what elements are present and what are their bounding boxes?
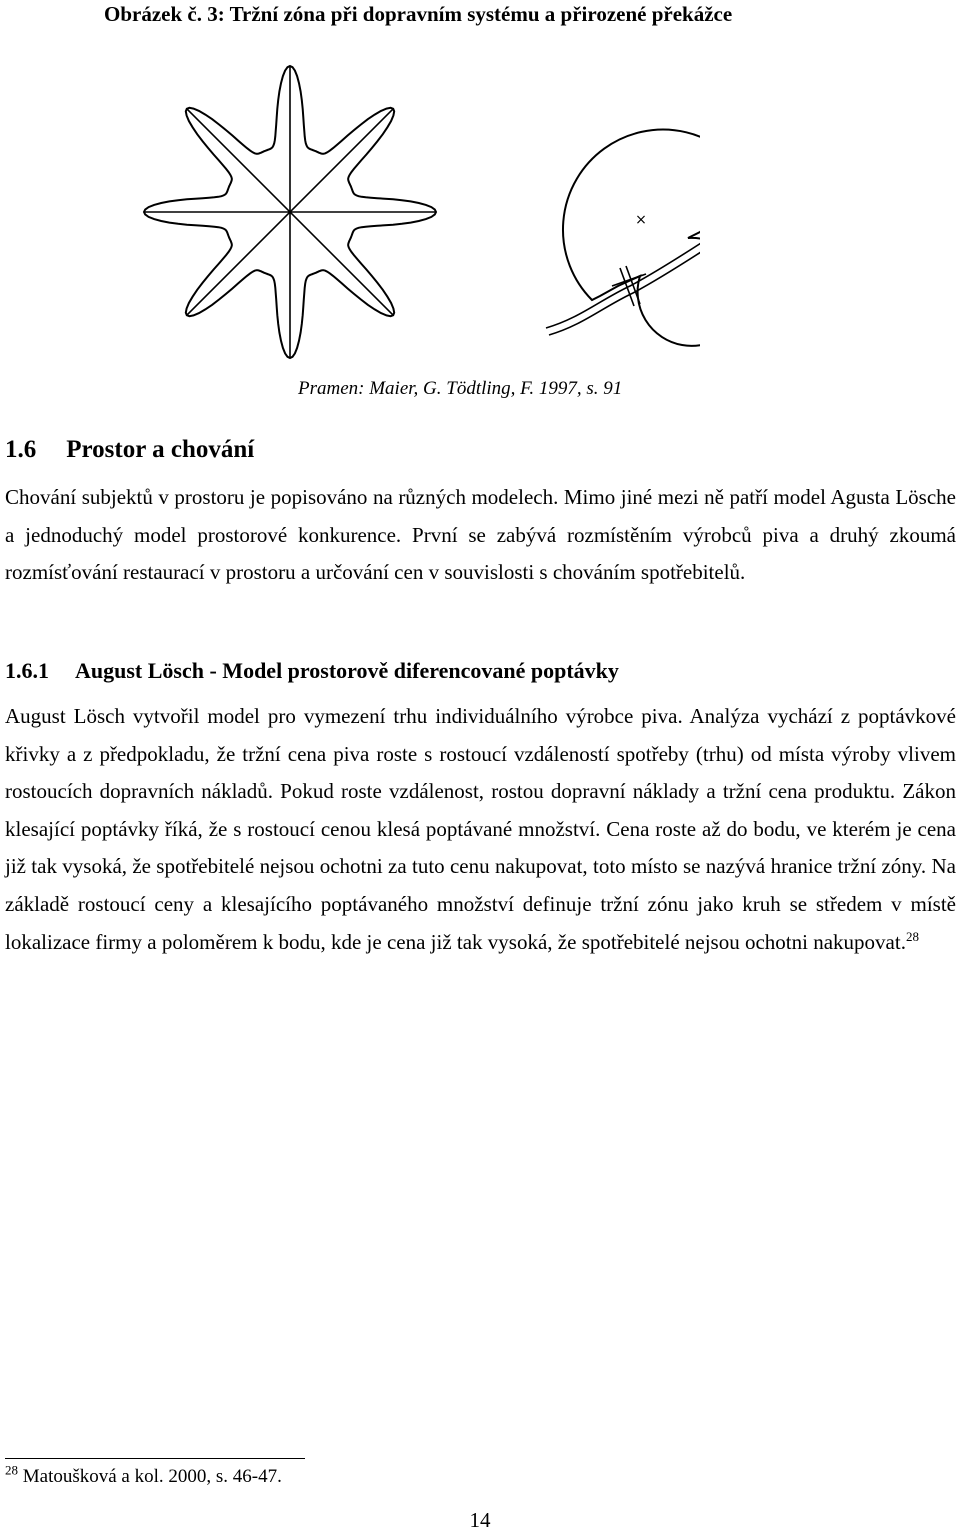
section-number: 1.6	[5, 436, 37, 463]
section-paragraph: Chování subjektů v prostoru je popisováno na různých modelech. Mimo jiné mezi ně patří model Agusta Lösche a jednoduchý model prostorové konkurence. První se zabývá rozmístěním výrobců piva a druhý zkoumá rozmísťování restaurací v prostoru a určování cen v souvislosti s chováním spotřebitelů.	[5, 485, 956, 585]
section-heading	[5, 436, 254, 464]
footnote-number: 28	[5, 1462, 18, 1478]
firm-location-marker: ×	[635, 212, 647, 228]
star-transport-lines	[144, 66, 436, 358]
page-number: 14	[469, 1508, 491, 1532]
subsection-paragraph	[5, 698, 956, 961]
footnote-separator	[5, 1458, 305, 1459]
subsection-heading	[5, 658, 619, 684]
figure-caption: Obrázek č. 3: Tržní zóna při dopravním systému a přirozené překážce	[104, 2, 733, 26]
footnote-reference[interactable]: 28	[905, 928, 919, 944]
subsection-paragraph-text: August Lösch vytvořil model pro vymezení trhu individuálního výrobce piva. Analýza vychází z poptávkové křivky a z předpokladu, že tržní cena piva roste s rostoucí vzdáleností spotřeby (trhu) od místa výroby vlivem rostoucích dopravních nákladů. Pokud roste vzdálenost, rostou dopravní náklady a tržní cena produktu. Zákon klesající poptávky říká, že s rostoucí cenou klesá poptávané množství. Cena roste až do bodu, ve kterém je cena již tak vysoká, že spotřebitelé nejsou ochotni za tuto cenu nakupovat, toto místo se nazývá hranice tržní zóny. Na základě rostoucí ceny a klesajícího poptávaného množství definuje tržní zónu jako kruh se středem v místě lokalizace firmy a poloměrem k bodu, kde je cena již tak vysoká, že spotřebitelé nejsou ochotni nakupovat.	[5, 704, 956, 954]
section-title: Prostor a chování	[66, 436, 255, 463]
subsection-number: 1.6.1	[5, 658, 49, 683]
footnote-text: Matoušková a kol. 2000, s. 46-47.	[22, 1466, 282, 1487]
footnote	[5, 1462, 282, 1488]
figure-source: Pramen: Maier, G. Tödtling, F. 1997, s. 91	[298, 378, 623, 399]
road-line-upper	[546, 164, 700, 328]
market-zone-figure	[140, 60, 700, 370]
subsection-title: August Lösch - Model prostorově diferencované poptávky	[75, 658, 619, 683]
road-line-lower	[549, 171, 700, 335]
obstacle-circle-outline	[563, 130, 700, 346]
